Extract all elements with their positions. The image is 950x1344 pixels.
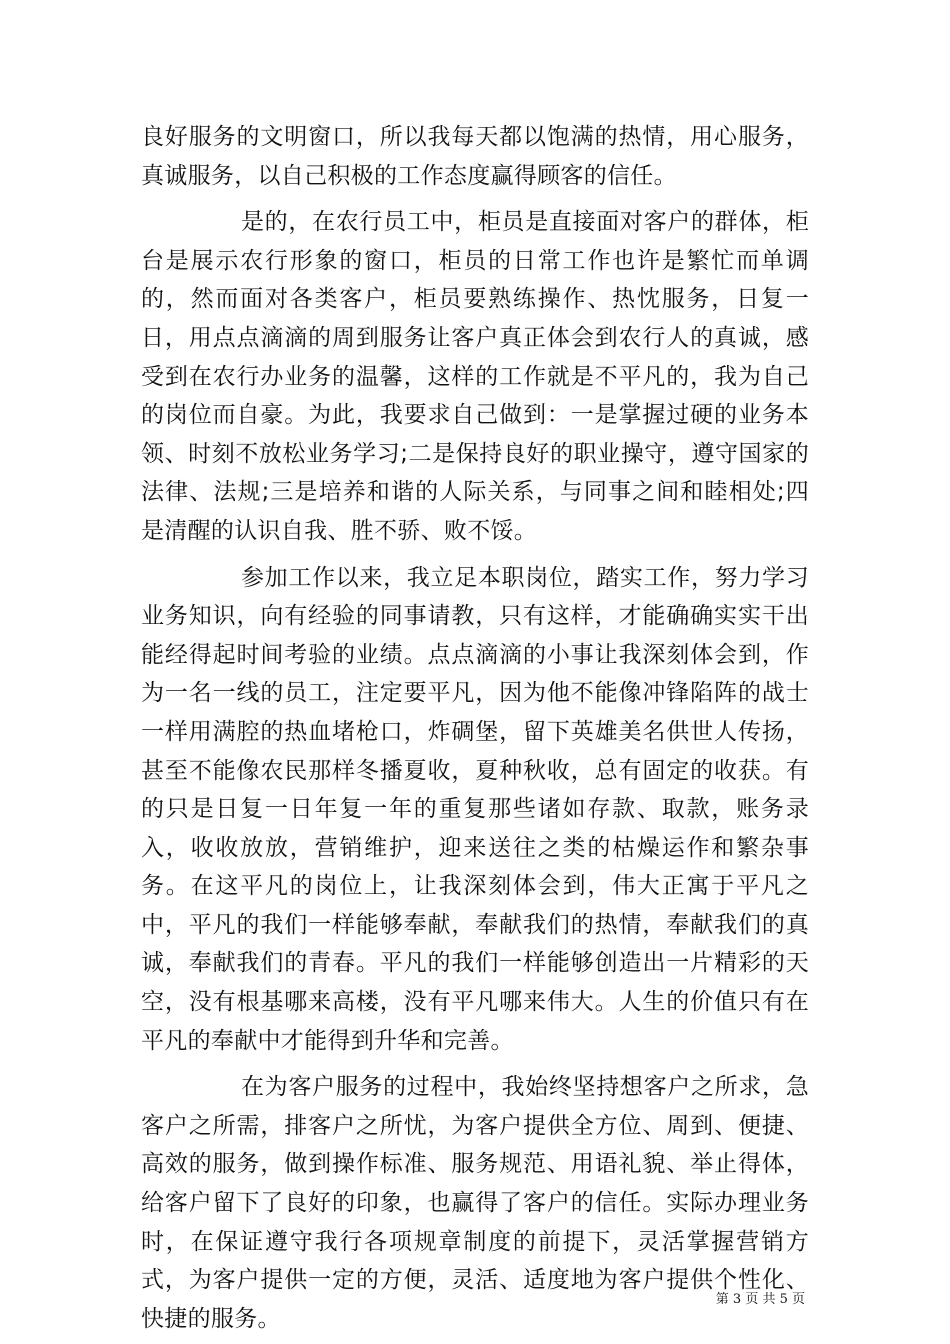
paragraph-4: 在为客户服务的过程中，我始终坚持想客户之所求，急客户之所需，排客户之所忧，为客户提供全方位、周到、便捷、高效的服务，做到操作标准、服务规范、用语礼貌、举止得体，给客户留下了良好的印象，也赢得了客户的信任。实际办理业务时，在保证遵守我行各项规章制度的前提下，灵活掌握营销方式，为客户提供一定的方便，灵活、适度地为客户提供个性化、快捷的服务。 (141, 1074, 809, 1332)
paragraph-1: 良好服务的文明窗口，所以我每天都以饱满的热情，用心服务，真诚服务，以自己积极的工作态度赢得顾客的信任。 (141, 124, 809, 189)
page-number: 第 3 页 共 5 页 (715, 1292, 805, 1307)
paragraph-2: 是的，在农行员工中，柜员是直接面对客户的群体，柜台是展示农行形象的窗口，柜员的日常工作也许是繁忙而单调的，然而面对各类客户，柜员要熟练操作、热忱服务，日复一日，用点点滴滴的周到服务让客户真正体会到农行人的真诚，感受到在农行办业务的温馨，这样的工作就是不平凡的，我为自己的岗位而自豪。为此，我要求自己做到：一是掌握过硬的业务本领、时刻不放松业务学习;二是保持良好的职业操守，遵守国家的法律、法规;三是培养和谐的人际关系，与同事之间和睦相处;四是清醒的认识自我、胜不骄、败不馁。 (141, 209, 809, 544)
document-body (141, 118, 809, 1338)
paragraph-3: 参加工作以来，我立足本职岗位，踏实工作，努力学习业务知识，向有经验的同事请教，只有这样，才能确确实实干出能经得起时间考验的业绩。点点滴滴的小事让我深刻体会到，作为一名一线的员工，注定要平凡，因为他不能像冲锋陷阵的战士一样用满腔的热血堵枪口，炸碉堡，留下英雄美名供世人传扬，甚至不能像农民那样冬播夏收，夏种秋收，总有固定的收获。有的只是日复一日年复一年的重复那些诸如存款、取款，账务录入，收收放放，营销维护，迎来送往之类的枯燥运作和繁杂事务。在这平凡的岗位上，让我深刻体会到，伟大正寓于平凡之中，平凡的我们一样能够奉献，奉献我们的热情，奉献我们的真诚，奉献我们的青春。平凡的我们一样能够创造出一片精彩的天空，没有根基哪来高楼，没有平凡哪来伟大。人生的价值只有在平凡的奉献中才能得到升华和完善。 (141, 564, 809, 1054)
